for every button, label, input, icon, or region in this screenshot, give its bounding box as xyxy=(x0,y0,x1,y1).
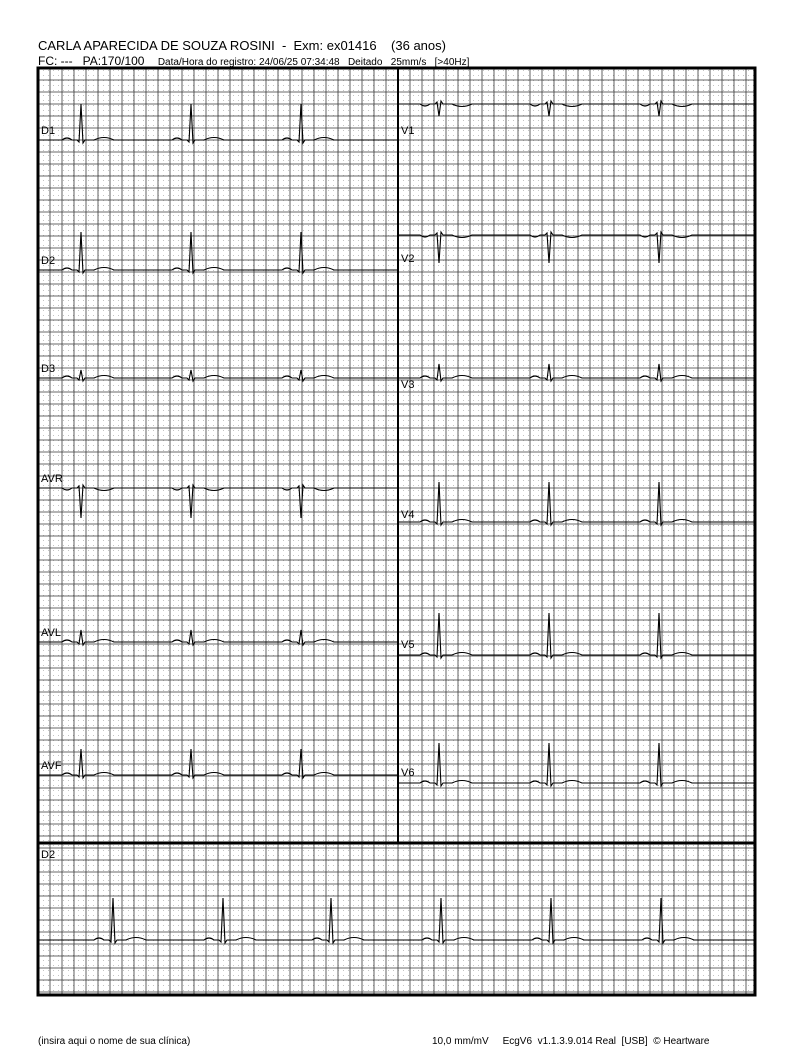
lead-label-d2: D2 xyxy=(41,255,56,267)
grid-dots xyxy=(38,71,755,991)
lead-label-rhythm: D2 xyxy=(41,849,56,861)
lead-label-d1: D1 xyxy=(41,125,56,137)
trace-rhythm xyxy=(38,898,755,943)
clinic-name-placeholder: (insira aqui o nome de sua clínica) xyxy=(38,1036,191,1047)
patient-header: CARLA APARECIDA DE SOUZA ROSINI - Exm: ex01416 (36 anos) xyxy=(38,38,446,53)
ecg-grid xyxy=(38,68,755,995)
chart-border xyxy=(38,68,755,995)
trace-v1 xyxy=(398,101,755,116)
lead-label-d3: D3 xyxy=(41,363,56,375)
trace-v2 xyxy=(398,232,755,263)
trace-v6 xyxy=(398,743,755,786)
lead-label-v5: V5 xyxy=(401,639,415,651)
lead-label-avr: AVR xyxy=(41,473,63,485)
lead-label-v3: V3 xyxy=(401,379,415,391)
ecg-traces xyxy=(38,101,755,943)
trace-v3 xyxy=(398,364,755,381)
lead-label-v2: V2 xyxy=(401,253,415,265)
lead-label-v6: V6 xyxy=(401,767,415,779)
trace-v4 xyxy=(398,482,755,525)
vitals-text: FC: --- PA:170/100 xyxy=(38,54,145,68)
lead-label-avl: AVL xyxy=(41,627,61,639)
lead-label-v4: V4 xyxy=(401,509,415,521)
lead-label-avf: AVF xyxy=(41,760,62,772)
record-info-text: Data/Hora do registro: 24/06/25 07:34:48 Deitado 25mm/s [>40Hz] xyxy=(157,57,470,68)
software-info: 10,0 mm/mV EcgV6 v1.1.3.9.014 Real [USB] © Heartware xyxy=(432,1036,710,1047)
lead-label-v1: V1 xyxy=(401,125,415,137)
grid-major xyxy=(38,68,755,995)
